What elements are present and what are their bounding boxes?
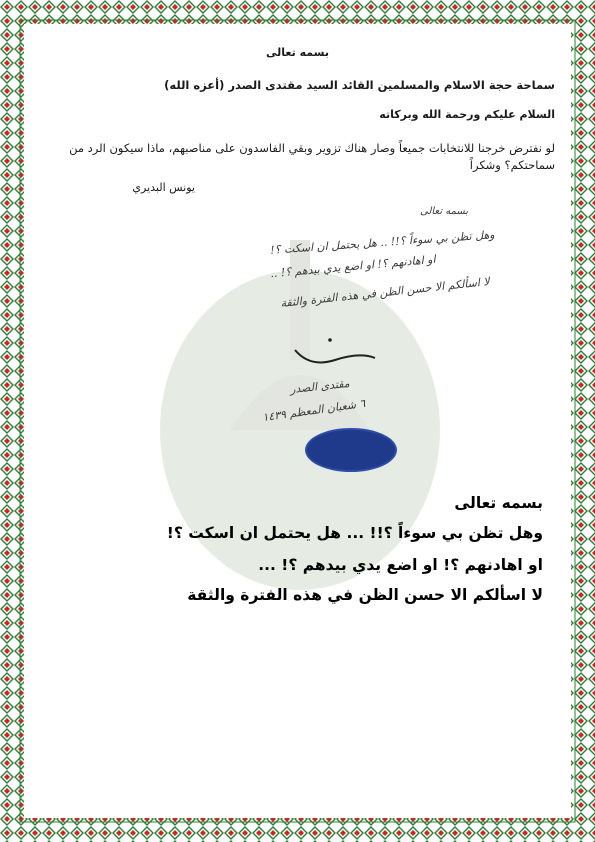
transcription-line-2: وهل تظن بي سوءاً ؟!! ... هل يحتمل ان اسكت ؟! — [166, 524, 543, 542]
letter-addressee: سماحة حجة الاسلام والمسلمين القائد السيد مقتدى الصدر (أعزه الله) — [164, 78, 555, 92]
handwritten-signature-name: مقتدى الصدر — [289, 376, 351, 397]
handwritten-line-1: وهل تظن بي سوءاً ؟!! .. هل يحتمل ان اسكت ؟! — [269, 228, 495, 257]
letter-basmala: بسمه تعالى — [266, 46, 329, 59]
handwritten-line-3: لا اسألكم الا حسن الظن في هذه الفترة والثقة — [279, 275, 491, 310]
signature-scribble — [290, 330, 380, 370]
handwritten-basmala: بسمه تعالى — [420, 206, 469, 217]
letter-sender: يونس البديري — [132, 181, 195, 194]
letter-greeting: السلام عليكم ورحمة الله وبركاته — [379, 108, 555, 121]
handwritten-line-2: او اهادنهم ؟! او اضع يدي بيدهم ؟! .. — [269, 252, 437, 281]
transcription-line-3: او اهادنهم ؟! او اضع يدي بيدهم ؟! ... — [258, 556, 543, 574]
handwritten-date: ٦ شعبان المعظم ١٤٣٩ — [261, 396, 367, 425]
letter-question-body: لو نفترض خرجنا للانتخابات جميعاً وصار هناك تزوير وبقي الفاسدون على مناصبهم، ماذا سيكون الرد من سماحتكم؟ وشكراً — [69, 141, 555, 172]
transcription-line-1: بسمه تعالى — [454, 494, 543, 512]
transcription-line-4: لا اسألكم الا حسن الظن في هذه الفترة والثقة — [187, 586, 543, 604]
official-seal-stamp — [305, 428, 397, 472]
